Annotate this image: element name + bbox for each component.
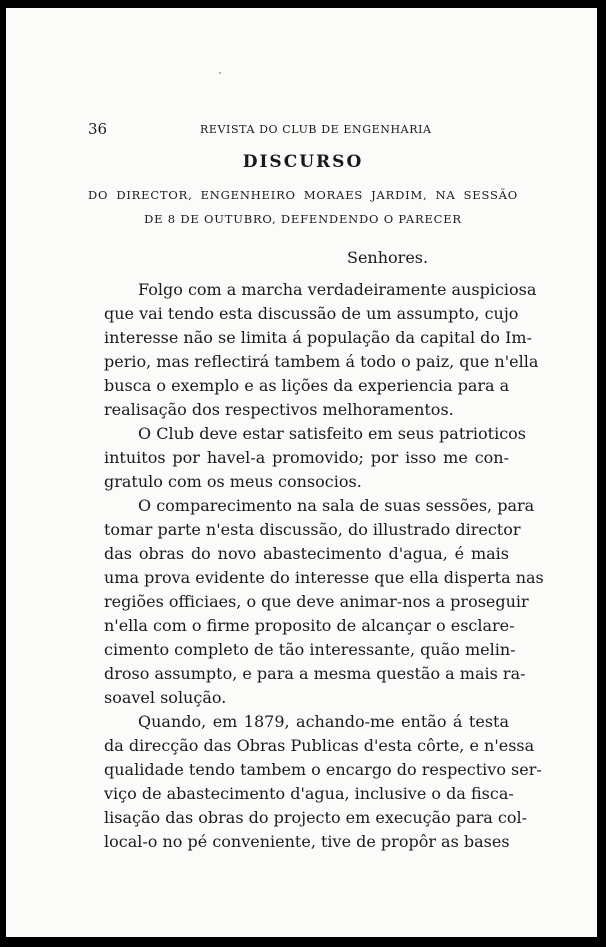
body-line: gratulo com os meus consocios.: [104, 472, 362, 491]
subtitle-line: DE 8 DE OUTUBRO, DEFENDENDO O PARECER: [144, 212, 462, 226]
body-line: das obras do novo abastecimento d'agua, é mais: [104, 544, 509, 563]
body-line: O Club deve estar satisfeito em seus patrioticos: [138, 424, 527, 443]
body-line: da direcção das Obras Publicas d'esta côrte, e n'essa: [104, 736, 535, 755]
section-title: DISCURSO: [242, 152, 364, 172]
body-line: viço de abastecimento d'agua, inclusive o da fisca-: [104, 784, 514, 803]
subtitle-line: DO DIRECTOR, ENGENHEIRO MORAES JARDIM, NA SESSÃO: [88, 188, 518, 202]
body-line: lisação das obras do projecto em execução para col-: [104, 808, 528, 827]
body-line: que vai tendo esta discussão de um assumpto, cujo: [104, 304, 519, 323]
book-page: [6, 8, 597, 937]
body-line: perio, mas reflectirá tambem á todo o paiz, que n'ella: [104, 352, 539, 371]
body-line: Quando, em 1879, achando-me então á testa: [138, 712, 509, 731]
paper-speck: [219, 72, 221, 74]
body-line: O comparecimento na sala de suas sessões, para: [138, 496, 535, 515]
body-line: busca o exemplo e as lições da experiencia para a: [104, 376, 510, 395]
body-line: soavel solução.: [104, 688, 227, 707]
page-number: 36: [88, 120, 108, 138]
salutation: Senhores.: [347, 248, 429, 267]
body-line: qualidade tendo tambem o encargo do respectivo ser-: [104, 760, 542, 779]
body-line: regiões officiaes, o que deve animar-nos a proseguir: [104, 592, 529, 611]
body-line: n'ella com o firme proposito de alcançar o esclare-: [104, 616, 515, 635]
body-line: Folgo com a marcha verdadeiramente auspiciosa: [138, 280, 537, 299]
running-title: REVISTA DO CLUB DE ENGENHARIA: [200, 123, 432, 136]
body-line: local-o no pé conveniente, tive de propôr as bases: [104, 832, 510, 851]
body-line: intuitos por havel-a promovido; por isso me con-: [104, 448, 509, 467]
body-line: realisação dos respectivos melhoramentos.: [104, 400, 454, 419]
body-line: droso assumpto, e para a mesma questão a mais ra-: [104, 664, 526, 683]
body-line: cimento completo de tão interessante, quão melin-: [104, 640, 516, 659]
body-line: uma prova evidente do interesse que ella disperta nas: [104, 568, 544, 587]
body-line: tomar parte n'esta discussão, do illustrado director: [104, 520, 521, 539]
body-line: interesse não se limita á população da capital do Im-: [104, 328, 532, 347]
page-header: [88, 120, 518, 140]
